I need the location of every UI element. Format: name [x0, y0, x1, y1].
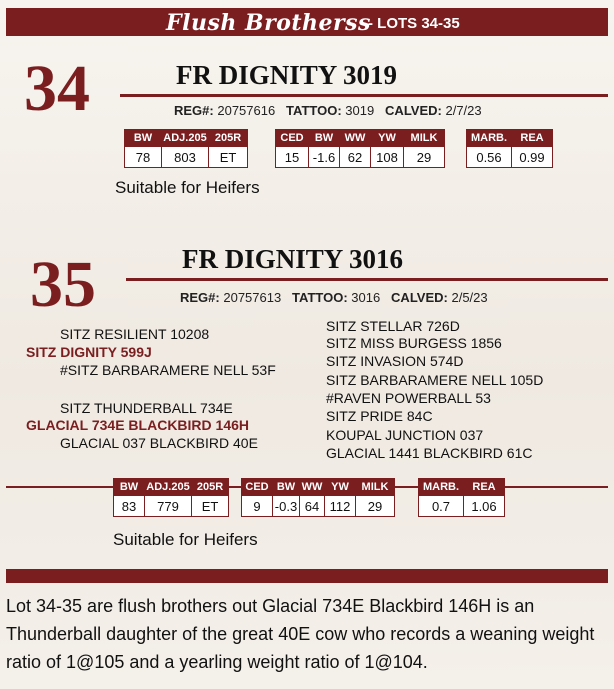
stat-value: 83: [114, 496, 145, 517]
pedigree-ancestor: KOUPAL JUNCTION 037: [326, 427, 484, 443]
stat-header: YW: [371, 130, 404, 147]
lot-35-reg: 20757613: [223, 290, 282, 305]
pedigree-sire-dam: #SITZ BARBARAMERE NELL 53F: [60, 362, 276, 378]
stat-value: 29: [356, 496, 395, 517]
lot-35-rule: [126, 278, 608, 281]
stat-value: 0.99: [512, 147, 553, 168]
stat-value: 29: [404, 147, 445, 168]
stat-header: WW: [340, 130, 371, 147]
description-divider-bar: [6, 569, 608, 583]
stat-value: 108: [371, 147, 404, 168]
pedigree-dam: GLACIAL 734E BLACKBIRD 146H: [26, 417, 250, 433]
lot-35-calved: 2/5/23: [451, 290, 488, 305]
lot-34-rule: [120, 94, 608, 97]
stat-header: MILK: [404, 130, 445, 147]
lot-34-calved: 2/7/23: [445, 103, 482, 118]
stat-header: BW: [125, 130, 162, 147]
banner-script-title: Flush Brotherss: [166, 10, 371, 36]
stat-header: 205R: [192, 479, 229, 496]
stat-value: 112: [325, 496, 356, 517]
lot-34-carcass-table: [466, 129, 553, 168]
lot-34-suitable-note: Suitable for Heifers: [115, 178, 260, 197]
stat-header: CED: [276, 130, 309, 147]
lot-34-name: FR DIGNITY 3019: [176, 60, 398, 90]
stat-value: ET: [209, 147, 248, 168]
stat-header: REA: [464, 479, 505, 496]
lot-35-number: 35: [30, 248, 96, 321]
stat-value: 64: [300, 496, 325, 517]
pedigree-ancestor: SITZ INVASION 574D: [326, 353, 464, 369]
pedigree-sire: SITZ DIGNITY 599J: [26, 344, 152, 360]
lot-35-epd-table: [241, 478, 395, 517]
pedigree-ancestor: #RAVEN POWERBALL 53: [326, 390, 491, 406]
stat-value: 0.56: [467, 147, 512, 168]
lot-35-suitable-note: Suitable for Heifers: [113, 530, 258, 549]
stat-header: MARB.: [419, 479, 464, 496]
pedigree-ancestor: SITZ PRIDE 84C: [326, 408, 433, 424]
pedigree-ancestor: GLACIAL 1441 BLACKBIRD 61C: [326, 445, 533, 461]
pedigree-ancestor: SITZ STELLAR 726D: [326, 318, 460, 334]
pedigree-sire-sire: SITZ RESILIENT 10208: [60, 326, 210, 342]
stat-header: CED: [242, 479, 273, 496]
stat-header: WW: [300, 479, 325, 496]
stat-value: 78: [125, 147, 162, 168]
lot-description: Lot 34-35 are flush brothers out Glacial 734E Blackbird 146H is an Thunderball daughter of the great 40E cow who records a weaning weight ratio of 1@105 and a yearling weight ratio of 1@104.: [6, 596, 595, 672]
stat-header: ADJ.205: [145, 479, 192, 496]
pedigree-ancestor: SITZ MISS BURGESS 1856: [326, 335, 502, 351]
stat-value: ET: [192, 496, 229, 517]
stat-value: 62: [340, 147, 371, 168]
lot-34-reg: 20757616: [217, 103, 276, 118]
stat-value: 15: [276, 147, 309, 168]
stat-header: BW: [309, 130, 340, 147]
lot-35-tattoo: 3016: [351, 290, 381, 305]
stat-value: 9: [242, 496, 273, 517]
title-banner: [6, 8, 608, 36]
stat-header: BW: [114, 479, 145, 496]
pedigree-dam-sire: SITZ THUNDERBALL 734E: [60, 400, 233, 416]
stat-value: -1.6: [309, 147, 340, 168]
stat-value: 779: [145, 496, 192, 517]
stat-header: REA: [512, 130, 553, 147]
lot-35-carcass-table: [418, 478, 505, 517]
lot-34-epd-table: [275, 129, 445, 168]
stat-header: BW: [273, 479, 300, 496]
stat-value: 0.7: [419, 496, 464, 517]
pedigree-ancestor: SITZ BARBARAMERE NELL 105D: [326, 372, 544, 388]
lot-35-name: FR DIGNITY 3016: [182, 244, 404, 274]
stat-header: MILK: [356, 479, 395, 496]
lot-34-weights-table: [124, 129, 248, 168]
stat-value: -0.3: [273, 496, 300, 517]
lot-35-weights-table: [113, 478, 229, 517]
stat-header: 205R: [209, 130, 248, 147]
stat-header: YW: [325, 479, 356, 496]
stat-value: 803: [162, 147, 209, 168]
stat-header: ADJ.205: [162, 130, 209, 147]
stat-header: MARB.: [467, 130, 512, 147]
lot-35-reg-line: REG#: 20757613 TATTOO: 3016 CALVED: 2/5/23: [180, 290, 488, 305]
banner-lots-label: - LOTS 34-35: [368, 15, 460, 32]
lot-34-number: 34: [24, 52, 90, 125]
lot-34-tattoo: 3019: [345, 103, 375, 118]
lot-34-reg-line: REG#: 20757616 TATTOO: 3019 CALVED: 2/7/23: [174, 103, 482, 118]
pedigree-dam-dam: GLACIAL 037 BLACKBIRD 40E: [60, 435, 258, 451]
stat-value: 1.06: [464, 496, 505, 517]
